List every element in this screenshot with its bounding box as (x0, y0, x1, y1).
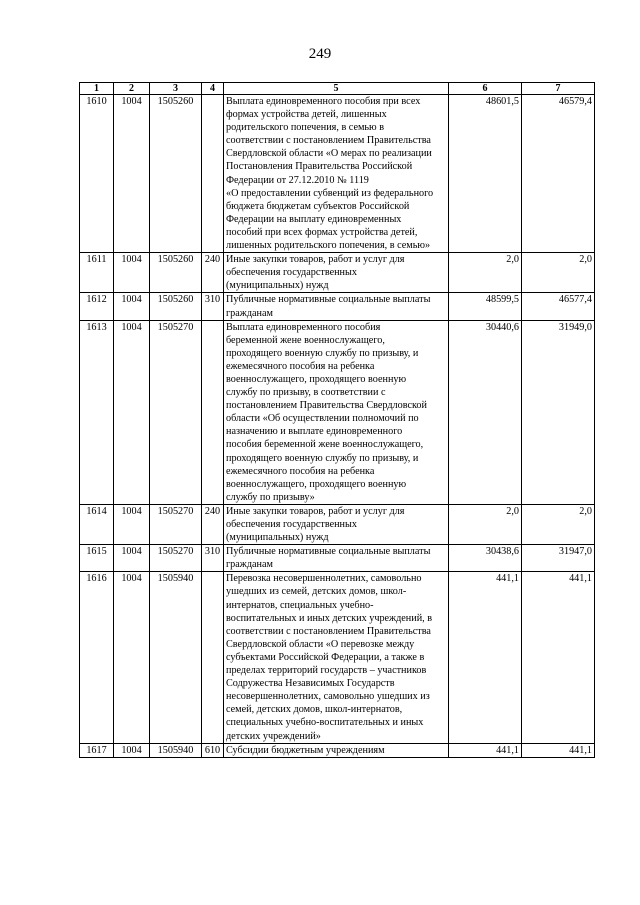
amount-col7-cell: 441,1 (522, 743, 595, 757)
section-code-cell: 1004 (114, 253, 150, 293)
header-cell: 2 (114, 83, 150, 95)
description-cell: Субсидии бюджетным учреждениям (224, 743, 449, 757)
table-row (80, 293, 595, 320)
amount-col6-cell: 48599,5 (449, 293, 522, 320)
row-number-cell: 1612 (80, 293, 114, 320)
table-row (80, 95, 595, 253)
header-cell: 4 (202, 83, 224, 95)
table-row (80, 743, 595, 757)
header-cell: 6 (449, 83, 522, 95)
section-code-cell: 1004 (114, 95, 150, 253)
section-code-cell: 1004 (114, 572, 150, 743)
section-code-cell: 1004 (114, 293, 150, 320)
target-article-cell: 1505270 (150, 545, 202, 572)
amount-col6-cell: 2,0 (449, 504, 522, 544)
table-row (80, 253, 595, 293)
expense-type-cell: 310 (202, 293, 224, 320)
amount-col6-cell: 30440,6 (449, 320, 522, 504)
expense-type-cell (202, 95, 224, 253)
table-row (80, 504, 595, 544)
expense-type-cell (202, 320, 224, 504)
row-number-cell: 1616 (80, 572, 114, 743)
row-number-cell: 1614 (80, 504, 114, 544)
table-row (80, 545, 595, 572)
amount-col7-cell: 31949,0 (522, 320, 595, 504)
amount-col6-cell: 441,1 (449, 743, 522, 757)
amount-col7-cell: 2,0 (522, 504, 595, 544)
description-cell: Публичные нормативные социальные выплаты гражданам (224, 545, 449, 572)
target-article-cell: 1505940 (150, 743, 202, 757)
row-number-cell: 1613 (80, 320, 114, 504)
target-article-cell: 1505270 (150, 504, 202, 544)
section-code-cell: 1004 (114, 504, 150, 544)
header-cell: 5 (224, 83, 449, 95)
amount-col6-cell: 30438,6 (449, 545, 522, 572)
amount-col6-cell: 441,1 (449, 572, 522, 743)
description-cell: Публичные нормативные социальные выплаты гражданам (224, 293, 449, 320)
row-number-cell: 1610 (80, 95, 114, 253)
description-cell: Выплата единовременного пособия при всех формах устройства детей, лишенных родительского попечения, в семью в соответствии с постановлением Правительства Свердловской области «О мерах по реализации Постановления Правительства Российской Федерации от 27.12.2010 № 1119 «О предоставлении субвенций из федерального бюджета бюджетам субъектов Российской Федерации на выплату единовременных пособий при всех формах устройства детей, лишенных родительского попечения, в семью» (224, 95, 449, 253)
description-cell: Иные закупки товаров, работ и услуг для обеспечения государственных (муниципальных) нужд (224, 253, 449, 293)
section-code-cell: 1004 (114, 320, 150, 504)
amount-col7-cell: 31947,0 (522, 545, 595, 572)
target-article-cell: 1505260 (150, 253, 202, 293)
target-article-cell: 1505260 (150, 95, 202, 253)
amount-col7-cell: 46577,4 (522, 293, 595, 320)
budget-table (79, 82, 595, 758)
description-cell: Выплата единовременного пособия беременной жене военнослужащего, проходящего военную службу по призыву, и ежемесячного пособия на ребенка военнослужащего, проходящего военную службу по призыву, в соответствии с постановлением Правительства Свердловской области «Об осуществлении полномочий по назначению и выплате единовременного пособия беременной жене военнослужащего, проходящего военную службу по призыву, и ежемесячного пособия на ребенка военнослужащего, проходящего военную службу по призыву» (224, 320, 449, 504)
page-number: 249 (308, 46, 332, 62)
expense-type-cell: 310 (202, 545, 224, 572)
expense-type-cell: 240 (202, 253, 224, 293)
section-code-cell: 1004 (114, 743, 150, 757)
target-article-cell: 1505270 (150, 320, 202, 504)
row-number-cell: 1617 (80, 743, 114, 757)
expense-type-cell: 240 (202, 504, 224, 544)
amount-col7-cell: 2,0 (522, 253, 595, 293)
header-row (80, 83, 595, 95)
header-cell: 3 (150, 83, 202, 95)
header-cell: 7 (522, 83, 595, 95)
table-row (80, 320, 595, 504)
section-code-cell: 1004 (114, 545, 150, 572)
row-number-cell: 1611 (80, 253, 114, 293)
row-number-cell: 1615 (80, 545, 114, 572)
description-cell: Перевозка несовершеннолетних, самовольно ушедших из семей, детских домов, школ- интернатов, специальных учебно- воспитательных и иных детских учреждений, в соответствии с постановлением Правительства Свердловской области «О перевозке между субъектами Российской Федерации, а также в пределах территорий государств – участников Содружества Независимых Государств несовершеннолетних, самовольно ушедших из семей, детских домов, школ-интернатов, специальных учебно-воспитательных и иных детских учреждений» (224, 572, 449, 743)
target-article-cell: 1505940 (150, 572, 202, 743)
expense-type-cell (202, 572, 224, 743)
table-row (80, 572, 595, 743)
expense-type-cell: 610 (202, 743, 224, 757)
amount-col6-cell: 2,0 (449, 253, 522, 293)
target-article-cell: 1505260 (150, 293, 202, 320)
amount-col7-cell: 441,1 (522, 572, 595, 743)
header-cell: 1 (80, 83, 114, 95)
amount-col7-cell: 46579,4 (522, 95, 595, 253)
description-cell: Иные закупки товаров, работ и услуг для обеспечения государственных (муниципальных) нужд (224, 504, 449, 544)
amount-col6-cell: 48601,5 (449, 95, 522, 253)
